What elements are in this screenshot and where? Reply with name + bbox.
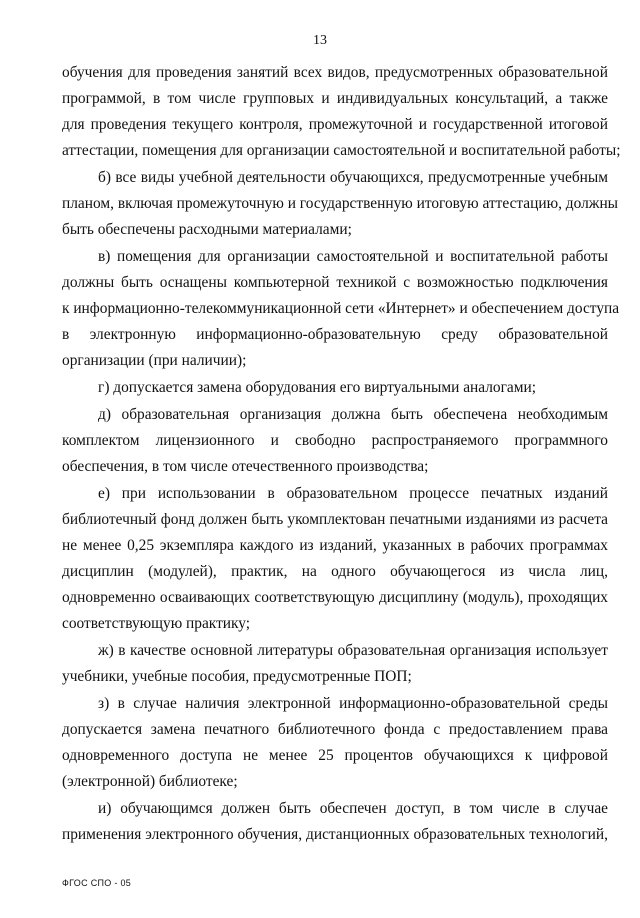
text-line: для проведения текущего контроля, промежуточной и государственной итоговой <box>62 116 608 133</box>
footer-code: ФГОС СПО - 05 <box>62 878 132 888</box>
text-line: применения электронного обучения, дистанционных образовательных технологий, <box>62 826 608 843</box>
text-line: планом, включая промежуточную и государственную итоговую аттестацию, должны <box>62 195 619 212</box>
text-line: в) помещения для организации самостоятельной и воспитательной работы <box>98 248 608 265</box>
text-line: комплектом лицензионного и свободно распространяемого программного <box>62 432 608 449</box>
text-line: и) обучающимся должен быть обеспечен доступ, в том числе в случае <box>98 800 608 817</box>
paragraph-i <box>62 796 608 848</box>
text-line: к информационно-телекоммуникационной сети «Интернет» и обеспечением доступа <box>62 300 620 317</box>
document-body <box>62 60 621 849</box>
text-line: обучения для проведения занятий всех видов, предусмотренных образовательной <box>62 64 608 81</box>
text-line: библиотечный фонд должен быть укомплектован печатными изданиями из расчета <box>62 511 608 528</box>
text-line: одновременно осваивающих соответствующую дисциплину (модуль), проходящих <box>62 589 608 606</box>
paragraph <box>62 60 621 164</box>
text-line: б) все виды учебной деятельности обучающихся, предусмотренные учебным <box>98 169 608 186</box>
paragraph-d <box>62 402 608 480</box>
text-line: обеспечения, в том числе отечественного производства; <box>62 458 429 475</box>
text-line: программой, в том числе групповых и индивидуальных консультаций, а также <box>62 90 608 107</box>
text-line: допускается замена печатного библиотечного фонда с предоставлением права <box>62 721 608 738</box>
paragraph-z <box>62 691 608 795</box>
text-line: в электронную информационно-образовательную среду образовательной <box>62 326 608 343</box>
paragraph-zh <box>62 638 608 690</box>
text-line: соответствующую практику; <box>62 615 251 632</box>
text-line: одновременного доступа не менее 25 процентов обучающихся к цифровой <box>62 747 608 764</box>
paragraph-v <box>62 244 620 374</box>
text-line: организации (при наличии); <box>62 352 247 369</box>
text-line: быть обеспечены расходными материалами; <box>62 221 352 238</box>
text-line: учебники, учебные пособия, предусмотренные ПОП; <box>62 668 412 685</box>
text-line: аттестации, помещения для организации самостоятельной и воспитательной работы; <box>62 142 621 159</box>
text-line: е) при использовании в образовательном процессе печатных изданий <box>98 485 608 502</box>
text-line: (электронной) библиотеке; <box>62 773 238 790</box>
paragraph-b <box>62 165 619 243</box>
page-number: 13 <box>313 33 327 48</box>
text-line: з) в случае наличия электронной информационно-образовательной среды <box>98 695 608 712</box>
text-line: должны быть оснащены компьютерной техникой с возможностью подключения <box>62 274 608 291</box>
text-line: ж) в качестве основной литературы образовательная организация использует <box>98 642 608 659</box>
text-line: д) образовательная организация должна быть обеспечена необходимым <box>98 406 608 423</box>
text-line: г) допускается замена оборудования его виртуальными аналогами; <box>98 379 536 396</box>
text-line: дисциплин (модулей), практик, на одного обучающегося из числа лиц, <box>62 563 608 580</box>
paragraph-e <box>62 481 608 637</box>
text-line: не менее 0,25 экземпляра каждого из изданий, указанных в рабочих программах <box>62 537 608 554</box>
paragraph-g <box>62 375 608 401</box>
